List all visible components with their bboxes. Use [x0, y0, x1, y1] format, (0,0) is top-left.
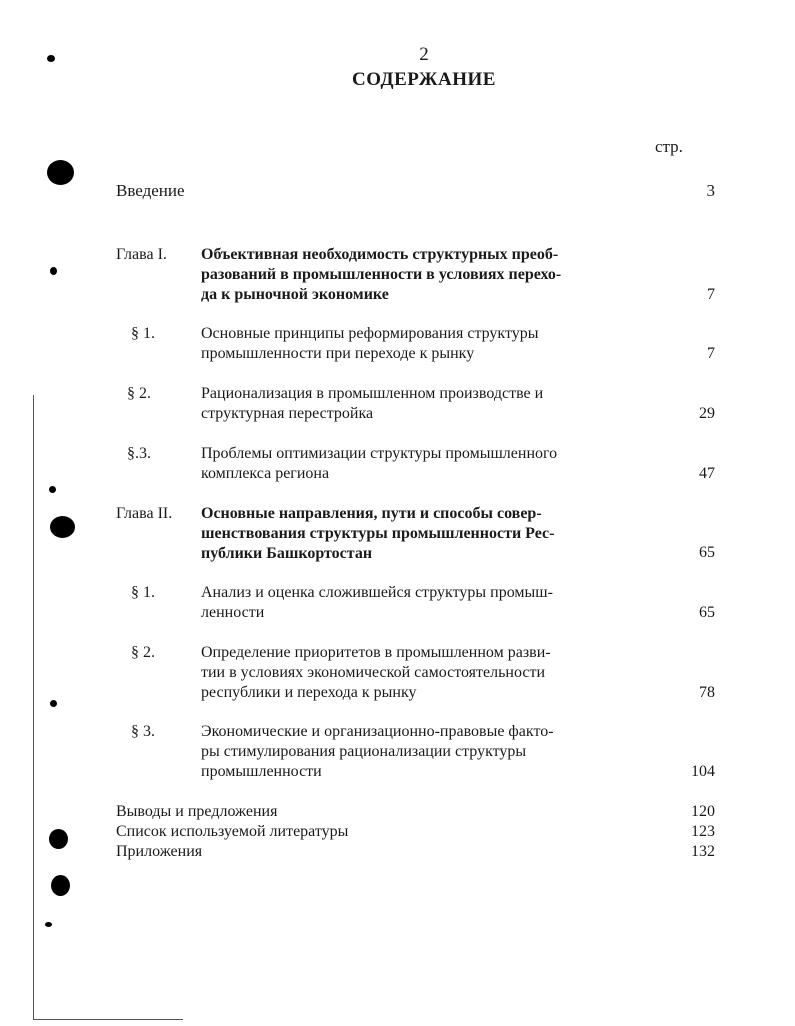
binder-hole-4	[51, 875, 70, 896]
back-matter-conclusions-label: Выводы и предложения	[116, 803, 278, 820]
binder-hole-speck-1	[47, 55, 55, 62]
page-number: 2	[419, 44, 429, 65]
chapter2-title	[201, 504, 633, 564]
ch2-sec3-title	[201, 722, 633, 782]
chapter1-title	[201, 245, 633, 305]
chapter1-title-line-2: разований в промышленности в условиях перехо-	[201, 266, 562, 283]
ch2-sec1-label: § 1.	[131, 584, 155, 601]
binder-hole-speck-2	[50, 267, 57, 275]
ch2-sec1-line-1: Анализ и оценка сложившейся структуры промыш-	[201, 584, 553, 601]
ch1-sec2-label: § 2.	[127, 385, 151, 402]
chapter1-title-line-3: да к рыночной экономике	[201, 286, 389, 303]
chapter2-title-line-3: публики Башкортостан	[201, 545, 373, 562]
ch2-sec3-page: 104	[691, 763, 715, 780]
binder-hole-speck-3	[49, 486, 56, 493]
chapter2-label: Глава II.	[116, 505, 173, 522]
ch2-sec3-label: § 3.	[131, 723, 155, 740]
toc-intro-label: Введение	[116, 181, 185, 200]
ch1-sec3-line-1: Проблемы оптимизации структуры промышленного	[201, 445, 558, 462]
ch2-sec1-line-2: ленности	[201, 604, 265, 621]
ch2-sec1-title	[201, 583, 633, 623]
ch2-sec3-line-1: Экономические и организационно-правовые факто-	[201, 723, 554, 740]
chapter1-title-line-1: Объективная необходимость структурных преоб-	[201, 246, 559, 263]
ch2-sec2-page: 78	[699, 684, 715, 701]
back-matter-appendices-label: Приложения	[116, 843, 203, 860]
back-matter-references-page: 123	[691, 823, 715, 840]
ch1-sec2-title	[201, 384, 633, 424]
chapter1-page: 7	[707, 286, 715, 303]
ch1-sec2-page: 29	[699, 405, 715, 422]
binder-hole-speck-5	[45, 922, 52, 927]
back-matter-conclusions-page: 120	[691, 803, 715, 820]
chapter2-title-line-2: шенствования структуры промышленности Рес-	[201, 525, 555, 542]
ch2-sec3-line-2: ры стимулирования рационализации структуры	[201, 743, 527, 760]
chapter2-title-line-1: Основные направления, пути и способы совер-	[201, 505, 542, 522]
ch1-sec1-title	[201, 324, 633, 364]
ch2-sec1-page: 65	[699, 604, 715, 621]
pages-column-label: стр.	[655, 137, 683, 156]
scan-edge-line	[33, 395, 34, 1020]
ch1-sec3-page: 47	[699, 465, 715, 482]
ch1-sec2-line-1: Рационализация в промышленном производстве и	[201, 385, 544, 402]
ch1-sec1-page: 7	[707, 345, 715, 362]
chapter2-page: 65	[699, 544, 715, 561]
ch2-sec2-line-1: Определение приоритетов в промышленном разви-	[201, 644, 551, 661]
ch2-sec3-line-3: промышленности	[201, 763, 322, 780]
ch1-sec3-label: §.3.	[127, 445, 151, 462]
ch2-sec2-line-3: республики и перехода к рынку	[201, 684, 417, 701]
page-title: СОДЕРЖАНИЕ	[352, 69, 496, 90]
ch2-sec2-line-2: тии в условиях экономической самостоятельности	[201, 664, 546, 681]
binder-hole-2	[50, 516, 75, 538]
ch1-sec1-line-2: промышленности при переходе к рынку	[201, 345, 475, 362]
chapter1-label: Глава I.	[116, 246, 167, 263]
back-matter-appendices-page: 132	[691, 843, 715, 860]
ch1-sec3-title	[201, 444, 633, 484]
ch1-sec2-line-2: структурная перестройка	[201, 405, 374, 422]
toc-intro-page: 3	[706, 181, 715, 200]
ch2-sec2-title	[201, 643, 633, 703]
ch1-sec1-line-1: Основные принципы реформирования структуры	[201, 325, 539, 342]
back-matter-references-label: Список используемой литературы	[116, 823, 349, 840]
binder-hole-1	[47, 160, 74, 185]
binder-hole-speck-4	[50, 700, 57, 707]
ch1-sec3-line-2: комплекса региона	[201, 465, 330, 482]
binder-hole-3	[49, 829, 68, 849]
ch1-sec1-label: § 1.	[131, 325, 155, 342]
ch2-sec2-label: § 2.	[131, 644, 155, 661]
scan-bottom-edge-line	[33, 1019, 183, 1020]
